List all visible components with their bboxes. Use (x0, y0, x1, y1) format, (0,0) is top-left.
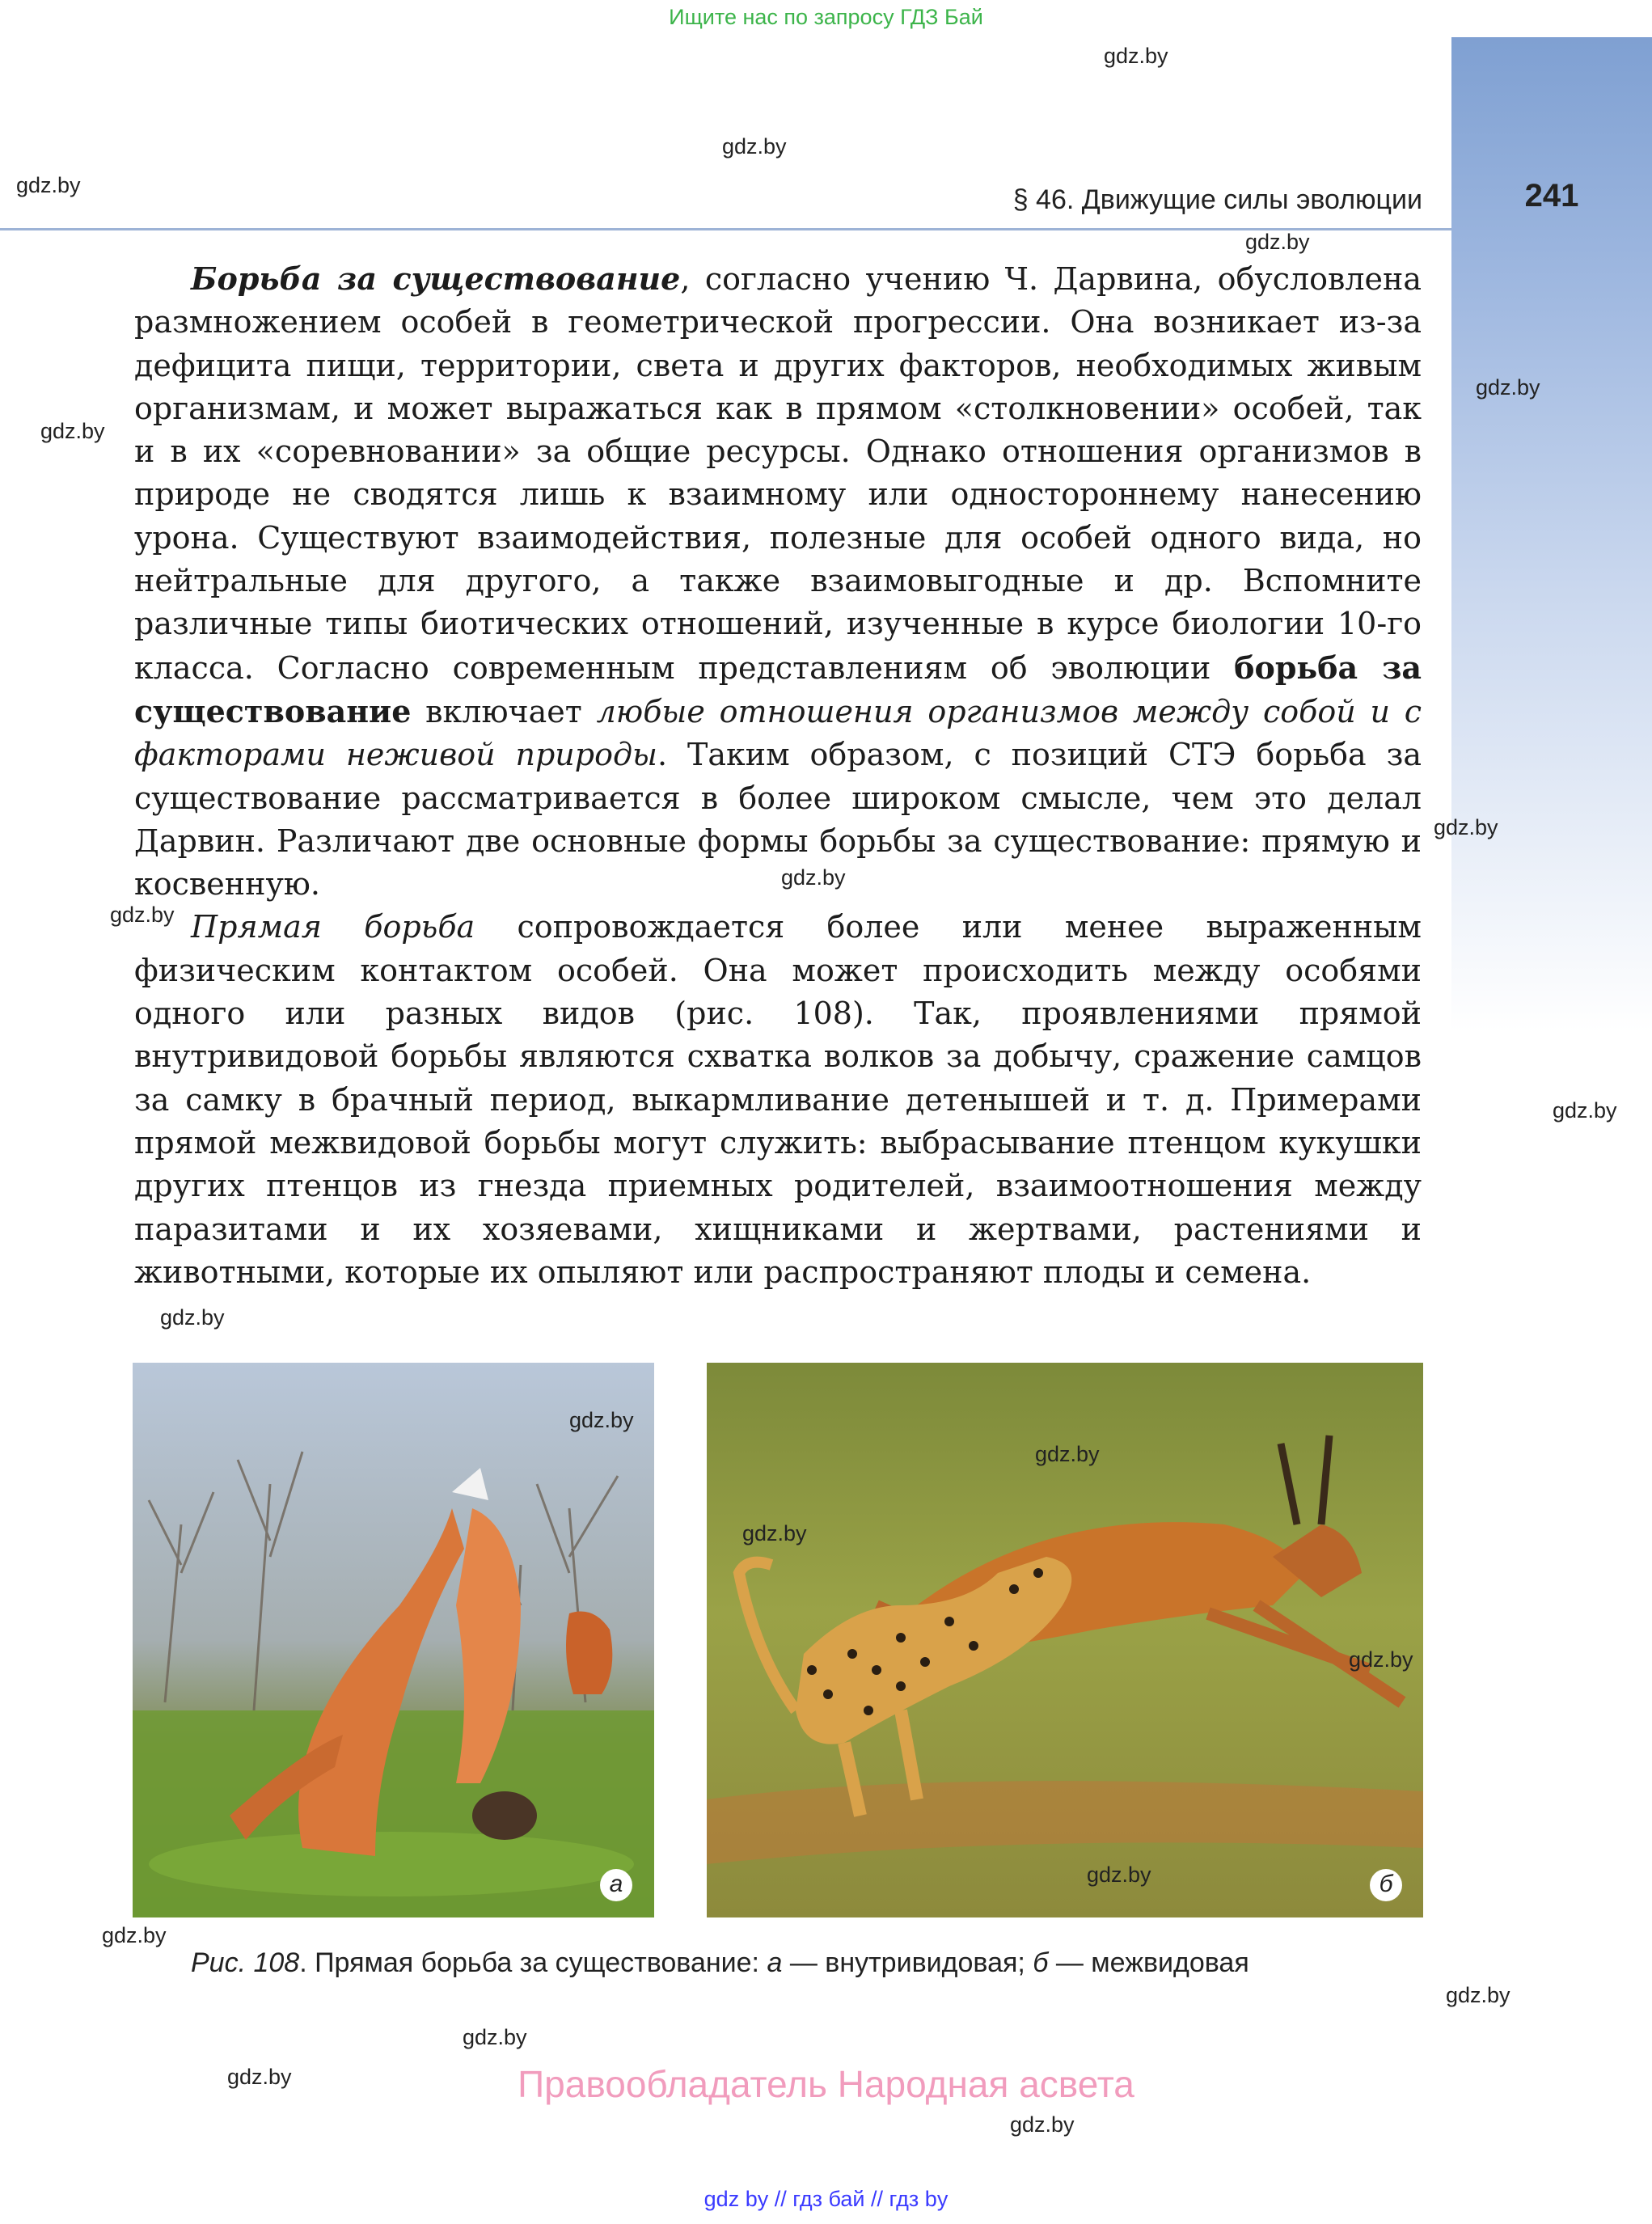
panel-label-b: б (1370, 1869, 1402, 1901)
footer-link[interactable]: гдз by (889, 2187, 949, 2211)
paragraph-text: включает (411, 693, 597, 729)
footer-link[interactable]: гдз бай (792, 2187, 865, 2211)
footer-link[interactable]: gdz by (703, 2187, 769, 2211)
paragraph-text: . Таким образом, с позиций СТЭ борьба за существование рассматривается в более широком смысле, чем это делал Дарвин. Различают две основные формы борьбы за существование: прямую и косвенную. (134, 737, 1422, 903)
watermark: gdz.by (227, 2065, 292, 2089)
watermark: gdz.by (40, 419, 105, 443)
footer-links (0, 2187, 1652, 2212)
watermark: gdz.by (1087, 1862, 1151, 1887)
watermark: gdz.by (1245, 230, 1310, 254)
caption-text: . Прямая борьба за существование: (299, 1947, 767, 1978)
paragraph-text: сопровождается более или менее выраженным физическим контактом особей. Она может происходить между особями одного или разных видов (рис. 108). Так, проявлениями прямой внутривидовой борьбы являются схватка волков за добычу, сражение самцов за самку в брачный период, выкармливание детенышей и т. д. Примерами прямой межвидовой борьбы могут служить: выбрасывание птенцом кукушки других птенцов из гнезда приемных родителей, взаимоотношения между паразитами и их хозяевами, хищниками и жертвами, растениями и животными, которые их опыляют или распространяют плоды и семена. (134, 909, 1422, 1290)
watermark: gdz.by (1476, 375, 1540, 400)
watermark: gdz.by (1010, 2112, 1075, 2137)
bold-term: борьба за существование (134, 649, 1422, 729)
caption-label: Рис. 108 (191, 1947, 300, 1978)
term-struggle-for-existence: Борьба за существование (191, 260, 681, 297)
running-header: § 46. Движущие силы эволюции (1012, 184, 1422, 215)
watermark: gdz.by (110, 903, 175, 927)
watermark: gdz.by (569, 1408, 634, 1432)
watermark: gdz.by (102, 1923, 167, 1947)
watermark: gdz.by (1104, 44, 1168, 68)
watermark: gdz.by (463, 2025, 527, 2049)
term-direct-struggle: Прямая борьба (191, 909, 475, 945)
caption-letter-b: б (1033, 1947, 1049, 1978)
figure-caption (191, 1947, 1249, 1979)
watermark: gdz.by (1553, 1098, 1617, 1123)
watermark: gdz.by (1446, 1983, 1510, 2007)
italic-definition: любые отношения организмов между собой и с факторами неживой природы (134, 693, 1422, 773)
watermark: gdz.by (1434, 815, 1498, 839)
footer-separator: // (871, 2187, 884, 2211)
photo-foxes-intraspecific (133, 1363, 654, 1917)
watermark: gdz.by (160, 1305, 225, 1330)
top-note: Ищите нас по запросу ГДЗ Бай (669, 5, 983, 29)
panel-label-a: а (600, 1869, 632, 1901)
caption-letter-a: а (767, 1947, 783, 1978)
photo-cheetah-antelope-interspecific (707, 1363, 1423, 1917)
caption-text: — внутривидовая; (782, 1947, 1033, 1978)
paragraph-struggle-for-existence (134, 257, 1422, 906)
watermark: gdz.by (742, 1521, 807, 1545)
paragraph-text: , согласно учению Ч. Дарвина, обусловлена размножением особей в геометрической прогрессии. Она возникает из-за дефицита пищи, территории, света и других факторов, необходимых живым организмам, и может выражаться как в прямом «столкновении» особей, так и в их «соревновании» за общие ресурсы. Однако отношения организмов в природе не сводятся лишь к взаимному или одностороннему нанесению урона. Существуют взаимодействия, полезные для особей одного вида, но нейтральные для другого, а также взаимовыгодные и др. Вспомните различные типы биотических отношений, изученные в курсе биологии 10-го класса. Согласно современным представлениям об эволюции (134, 261, 1422, 686)
header-rule (0, 228, 1451, 230)
body-text (134, 257, 1422, 1294)
watermark: gdz.by (1035, 1442, 1100, 1466)
watermark: gdz.by (722, 134, 787, 159)
watermark: gdz.by (16, 173, 81, 197)
watermark: gdz.by (1349, 1647, 1413, 1672)
rights-holder: Правообладатель Народная асвета (518, 2063, 1134, 2105)
caption-text: — межвидовая (1048, 1947, 1249, 1978)
footer-separator: // (774, 2187, 787, 2211)
page-number: 241 (1524, 178, 1579, 214)
paragraph-direct-struggle (134, 906, 1422, 1294)
watermark: gdz.by (781, 865, 846, 890)
